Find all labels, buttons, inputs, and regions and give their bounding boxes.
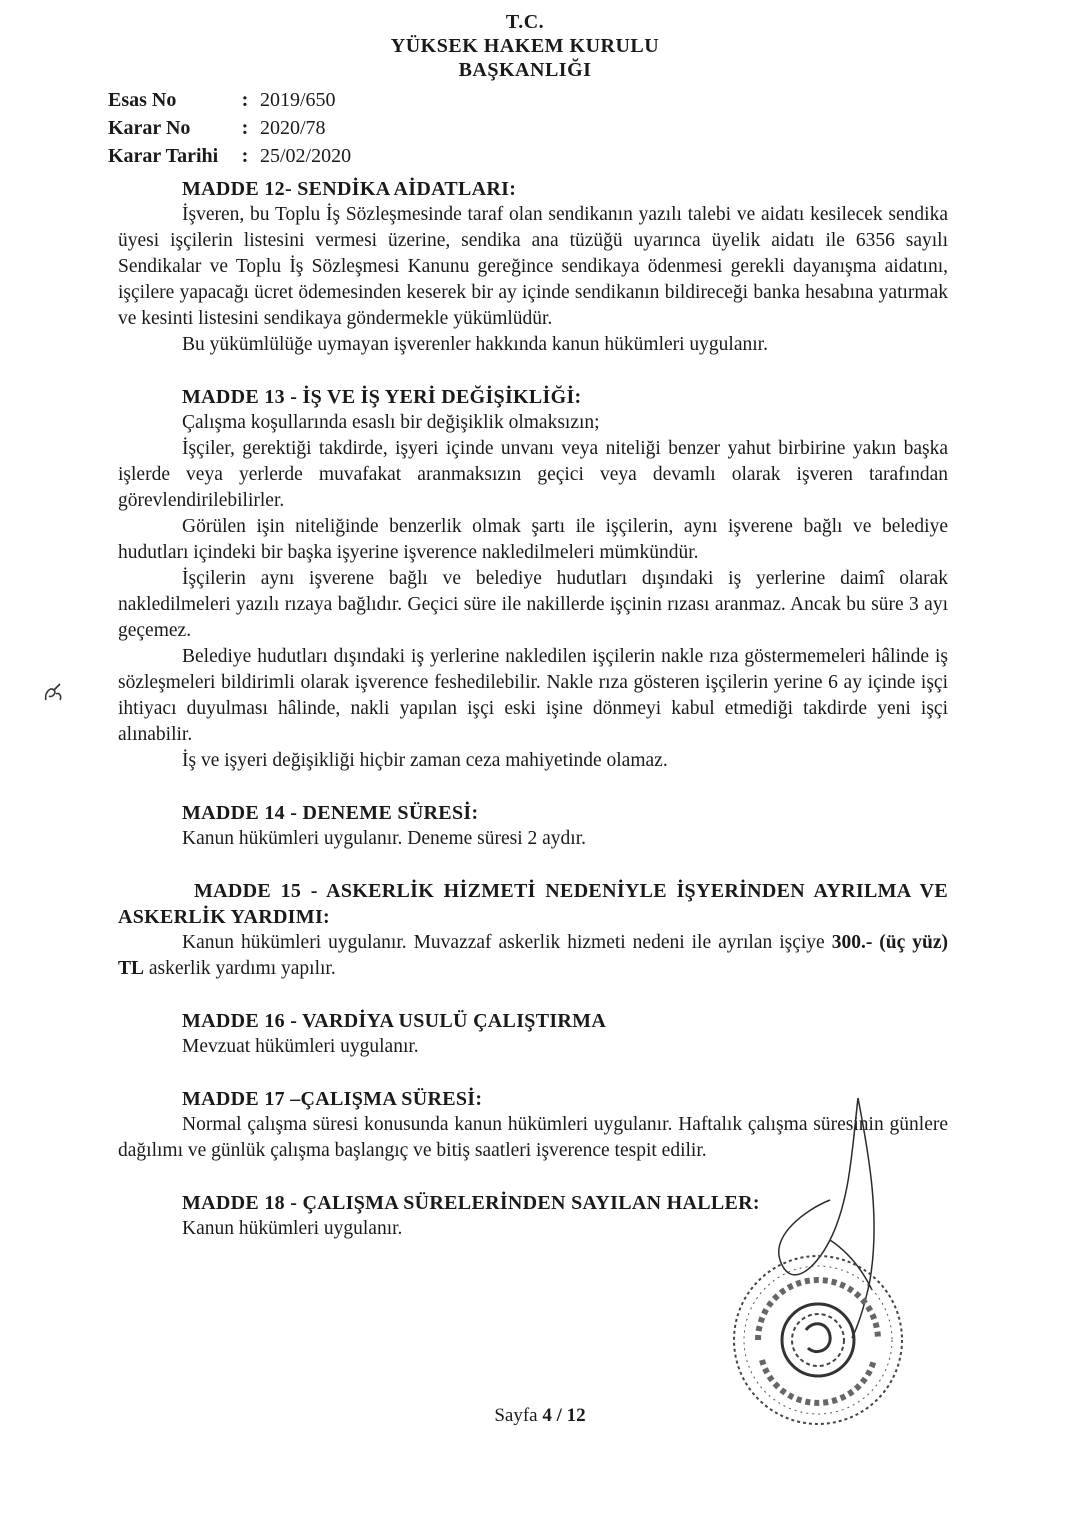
article-13-paragraph: İş ve işyeri değişikliği hiçbir zaman ceza mahiyetinde olamaz.: [182, 750, 668, 771]
document-header: [360, 10, 690, 82]
article-13-paragraph: Belediye hudutları dışındaki iş yerlerine nakledilen işçilerin nakle rıza göstermemeleri hâlinde iş sözleşmeleri bildirimli olarak işverence feshedilebilir. Nakle rıza gösteren işçilerin yerine 6 ay içinde işçi ihtiyacı duyulması hâlinde, nakli yapılan işçi eski işine dönmeyi kabul etmediği takdirde yeni işçi alınabilir.: [118, 646, 948, 745]
esas-label: Esas No: [108, 89, 177, 111]
tarih-row: [108, 142, 380, 170]
article-12-paragraph: Bu yükümlülüğe uymayan işverenler hakkında kanun hükümleri uygulanır.: [182, 334, 768, 355]
initials-mark-icon: [40, 680, 66, 706]
article-13-paragraph: Çalışma koşullarında esaslı bir değişiklik olmaksızın;: [182, 412, 600, 433]
article-13-title: MADDE 13 - İŞ VE İŞ YERİ DEĞİŞİKLİĞİ:: [182, 386, 582, 408]
karar-value: 2020/78: [260, 117, 326, 139]
article-16-paragraph: Mevzuat hükümleri uygulanır.: [182, 1036, 419, 1057]
article-17-paragraph: Normal çalışma süresi konusunda kanun hükümleri uygulanır. Haftalık çalışma süresinin günlere dağılımı ve günlük çalışma başlangıç ve bitiş saatleri işverence tespit edilir.: [118, 1114, 948, 1161]
article-14-paragraph: Kanun hükümleri uygulanır. Deneme süresi 2 aydır.: [182, 828, 586, 849]
article-16-title: MADDE 16 - VARDİYA USULÜ ÇALIŞTIRMA: [182, 1010, 607, 1032]
header-line-office: BAŞKANLIĞI: [458, 59, 592, 81]
article-17-title: MADDE 17 –ÇALIŞMA SÜRESİ:: [182, 1088, 483, 1110]
article-15-paragraph: [118, 930, 948, 982]
document-body: [118, 176, 948, 1242]
article-16: [118, 1008, 948, 1060]
article-13-paragraph: Görülen işin niteliğinde benzerlik olmak şartı ile işçilerin, aynı işverene bağlı ve belediye hudutları içindeki bir başka işyerine işverence nakledilmeleri mümkündür.: [118, 516, 948, 563]
article-12-paragraph: İşveren, bu Toplu İş Sözleşmesinde taraf olan sendikanın yazılı talebi ve aidatı kesilecek sendika üyesi işçilerin listesini vermesi üzerine, sendika ana tüzüğü uyarınca üyelik aidatı ile 6356 sayılı Sendikalar ve Toplu İş Sözleşmesi Kanunu gereğince sendikaya ödenmesi gerekli dayanışma aidatını, işçilere yapacağı ücret ödemesinden keserek bir ay içinde sendikanın bildireceği banka hesabına yatırmak ve kesinti listesini sendikaya göndermekle yükümlüdür.: [118, 204, 948, 329]
article-13-paragraph: İşçilerin aynı işverene bağlı ve belediye hudutları dışındaki iş yerlerine daimî olarak nakledilmeleri yazılı rızaya bağlıdır. Geçici süre ile nakillerde işçinin rızası aranmaz. Ancak bu süre 3 ayı geçemez.: [118, 568, 948, 641]
page-number-prefix: Sayfa: [494, 1405, 543, 1426]
case-info: [108, 86, 380, 170]
page-footer: [0, 1405, 1080, 1427]
article-15-text-end: askerlik yardımı yapılır.: [144, 958, 336, 979]
tarih-value: 25/02/2020: [260, 145, 352, 167]
header-line-institution: YÜKSEK HAKEM KURULU: [390, 35, 660, 57]
article-18-paragraph: Kanun hükümleri uygulanır.: [182, 1218, 403, 1239]
article-14-title: MADDE 14 - DENEME SÜRESİ:: [182, 802, 479, 824]
tarih-label: Karar Tarihi: [108, 145, 219, 167]
article-15-title: MADDE 15 - ASKERLİK HİZMETİ NEDENİYLE İŞYERİNDEN AYRILMA VE ASKERLİK YARDIMI:: [118, 880, 948, 928]
esas-colon: :: [241, 89, 249, 111]
official-seal-icon: [728, 1250, 908, 1430]
karar-colon: :: [241, 117, 249, 139]
article-12: [118, 176, 948, 358]
karar-label: Karar No: [108, 117, 191, 139]
page-number: 4 / 12: [542, 1405, 586, 1426]
military-aid-amount: 300.- (üç yüz) TL: [118, 932, 948, 979]
esas-value: 2019/650: [260, 89, 336, 111]
esas-row: [108, 86, 380, 114]
article-15: [118, 878, 948, 982]
article-13-paragraph: İşçiler, gerektiği takdirde, işyeri içinde unvanı veya niteliği benzer yahut birbirine yakın başka işlerde veya yerlerde muvafakat aranmaksızın geçici veya devamlı olarak işveren tarafından görevlendirilebilirler.: [118, 438, 948, 511]
header-line-tc: T.C.: [505, 11, 545, 33]
tarih-colon: :: [241, 145, 249, 167]
article-15-text: Kanun hükümleri uygulanır. Muvazzaf askerlik hizmeti nedeni ile ayrılan işçiye: [182, 932, 832, 953]
article-18-title: MADDE 18 - ÇALIŞMA SÜRELERİNDEN SAYILAN HALLER:: [182, 1192, 760, 1214]
article-13: [118, 384, 948, 774]
article-12-title: MADDE 12- SENDİKA AİDATLARI:: [182, 178, 517, 200]
karar-row: [108, 114, 380, 142]
article-14: [118, 800, 948, 852]
